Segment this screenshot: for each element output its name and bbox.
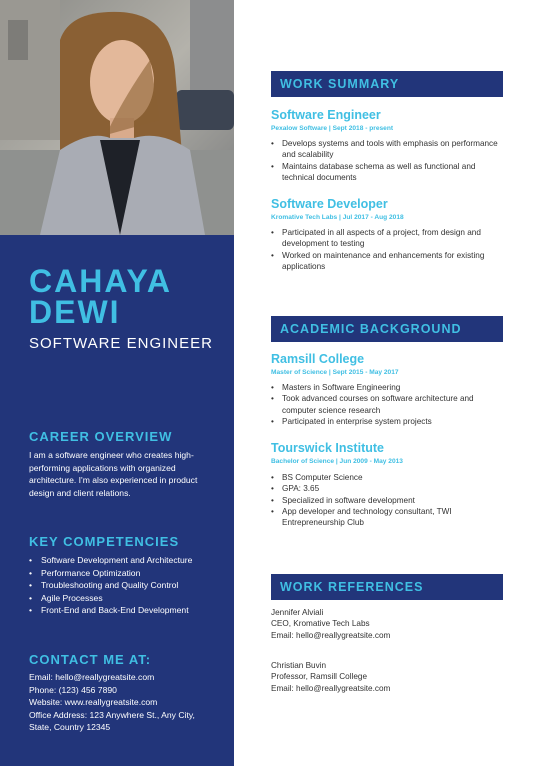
career-overview-heading: CAREER OVERVIEW — [29, 429, 173, 444]
list-item: • Masters in Software Engineering — [271, 382, 503, 393]
reference-1 — [271, 607, 390, 641]
reference-email: Email: hello@reallygreatsite.com — [271, 683, 391, 693]
list-item: • Worked on maintenance and enhancements for existing applications — [271, 250, 503, 273]
career-overview-text: I am a software engineer who creates high-performing applications with organized architecture. I'm also experienced in product design and client relations. — [29, 450, 198, 498]
list-item: • App developer and technology consultant, TWI Entrepreneurship Club — [271, 506, 503, 529]
reference-role: CEO, Kromative Tech Labs — [271, 619, 370, 629]
contact-email: Email: hello@reallygreatsite.com — [29, 672, 155, 682]
list-item: • Software Development and Architecture — [29, 554, 214, 567]
job-1-bullets — [271, 138, 503, 183]
key-competencies-heading: KEY COMPETENCIES — [29, 534, 180, 549]
contact-info — [29, 671, 214, 734]
school-2-bullets — [271, 472, 503, 528]
list-item: • Took advanced courses on software architecture and computer science research — [271, 393, 503, 416]
first-name: CAHAYA — [29, 263, 173, 299]
list-item: • Participated in all aspects of a project, from design and development to testing — [271, 227, 503, 250]
reference-name: Jennifer Alviali — [271, 608, 324, 617]
contact-heading: CONTACT ME AT: — [29, 652, 152, 667]
list-item: • Specialized in software development — [271, 495, 503, 506]
work-references-heading: WORK REFERENCES — [271, 574, 503, 600]
school-1-bullets — [271, 382, 503, 427]
school-subtitle-2: Bachelor of Science | Jun 2009 - May 2013 — [271, 458, 403, 465]
contact-phone: Phone: (123) 456 7890 — [29, 684, 117, 695]
job-subtitle-2: Kromative Tech Labs | Jul 2017 - Aug 2018 — [271, 214, 404, 221]
job-2-bullets — [271, 227, 503, 272]
contact-address-line-2: State, Country 12345 — [29, 722, 111, 733]
list-item: • Participated in enterprise system projects — [271, 416, 503, 427]
list-item: • Performance Optimization — [29, 567, 214, 580]
last-name: DEWI — [29, 294, 121, 330]
job-title-2: Software Developer — [271, 197, 388, 211]
candidate-name — [29, 263, 173, 330]
work-summary-heading: WORK SUMMARY — [271, 71, 503, 97]
job-subtitle-1: Pexalow Software | Sept 2018 - present — [271, 125, 394, 132]
academic-background-heading: ACADEMIC BACKGROUND — [271, 316, 503, 342]
list-item: • Maintains database schema as well as functional and technical documents — [271, 161, 503, 184]
list-item: • Agile Processes — [29, 592, 214, 605]
list-item: • GPA: 3.65 — [271, 483, 503, 494]
job-title-1: Software Engineer — [271, 108, 381, 122]
list-item: • BS Computer Science — [271, 472, 503, 483]
reference-role: Professor, Ramsill College — [271, 672, 368, 682]
reference-name: Christian Buvin — [271, 661, 327, 670]
school-subtitle-1: Master of Science | Sept 2015 - May 2017 — [271, 369, 399, 376]
list-item: • Develops systems and tools with emphasis on performance and scalability — [271, 138, 503, 161]
list-item: • Troubleshooting and Quality Control — [29, 579, 214, 592]
profile-photo — [0, 0, 234, 235]
school-name-2: Tourswick Institute — [271, 441, 384, 455]
reference-2 — [271, 660, 390, 694]
contact-address-line-1: Office Address: 123 Anywhere St., Any City, — [29, 709, 195, 720]
job-title: SOFTWARE ENGINEER — [29, 335, 213, 352]
reference-email: Email: hello@reallygreatsite.com — [271, 630, 391, 640]
contact-website: Website: www.reallygreatsite.com — [29, 697, 158, 708]
list-item: • Front-End and Back-End Development — [29, 604, 214, 617]
school-name-1: Ramsill College — [271, 352, 365, 366]
competencies-list — [29, 554, 214, 617]
